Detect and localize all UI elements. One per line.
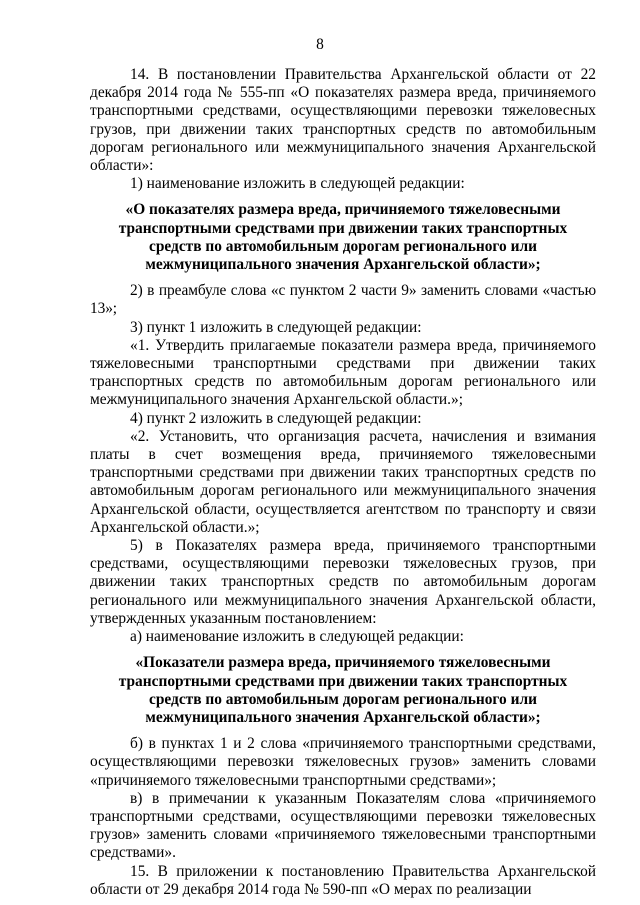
subitem-v: в) в примечании к указанным Показателям слова «причиняемого транспортными средствами, осуществляющими перевозки тяжеловесных грузов» заменить словами «причиняемого тяжеловесными транспортными средствами». — [90, 789, 596, 862]
clause-2-text: «2. Установить, что организация расчета, начисления и взимания платы в счет возмещения вреда, причиняемого тяжеловесными транспортными средствами при движении таких транспортных средств по автомобильным дорогам регионального или межмуниципального значения Архангельской области, осуществляется агентством по транспорту и связи Архангельской области.»; — [90, 427, 596, 536]
subitem-a-intro: а) наименование изложить в следующей редакции: — [130, 628, 464, 646]
paragraph-15-intro: 15. В приложении к постановлению Правительства Архангельской области от 29 декабря 2014 года № 590-пп «О мерах по реализации — [90, 862, 596, 898]
subitem-3-intro: 3) пункт 1 изложить в следующей редакции: — [130, 318, 422, 336]
subitem-b: б) в пунктах 1 и 2 слова «причиняемого транспортными средствами, осуществляющими перевозки тяжеловесных грузов» заменить словами «причиняемого тяжеловесными транспортными средствами»; — [90, 735, 596, 789]
document-body — [90, 66, 596, 899]
subitem-1-intro: 1) наименование изложить в следующей редакции: — [130, 175, 465, 193]
clause-1-text: «1. Утвердить прилагаемые показатели размера вреда, причиняемого тяжеловесными транспортными средствами при движении таких транспортных средств по автомобильным дорогам регионального или межмуниципального значения Архангельской области.»; — [90, 336, 596, 409]
page-number: 8 — [316, 36, 324, 53]
indicators-title-block: «Показатели размера вреда, причиняемого тяжеловесными транспортными средствами при движении таких транспортных средств по автомобильным дорогам регионального или межмуниципального значения Архангельской области»; — [118, 654, 568, 726]
new-title-block: «О показателях размера вреда, причиняемого тяжеловесными транспортными средствами при движении таких транспортных средств по автомобильным дорогам регионального или межмуниципального значения Архангельской области»; — [118, 201, 568, 274]
paragraph-14-intro: 14. В постановлении Правительства Архангельской области от 22 декабря 2014 года № 555-пп «О показателях размера вреда, причиняемого транспортными средствами, осуществляющими перевозки тяжеловесных грузов, при движении таких транспортных средств по автомобильным дорогам регионального или межмуниципального значения Архангельской области»: — [90, 66, 596, 175]
subitem-4-intro: 4) пункт 2 изложить в следующей редакции: — [130, 409, 422, 427]
subitem-2: 2) в преамбуле слова «с пунктом 2 части 9» заменить словами «частью 13»; — [90, 282, 596, 318]
subitem-5-intro: 5) в Показателях размера вреда, причиняемого транспортными средствами, осуществляющими перевозки тяжеловесных грузов, при движении таких транспортных средств по автомобильным дорогам регионального или межмуниципального значения Архангельской области, утвержденных указанным постановлением: — [90, 537, 596, 627]
